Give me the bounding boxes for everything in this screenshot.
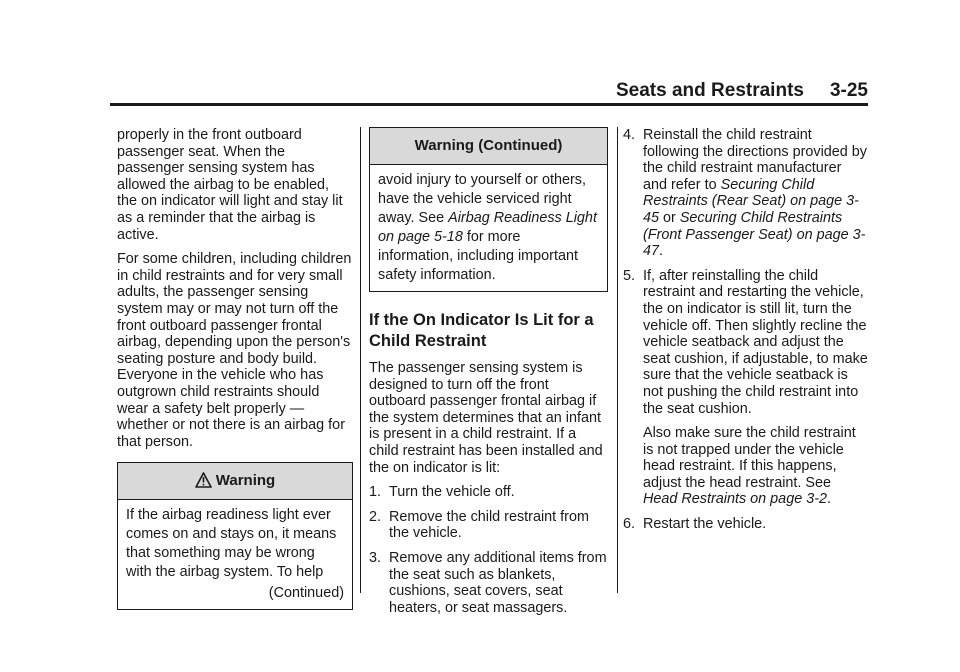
cross-reference[interactable]: Head Restraints on page 3-2 [643, 491, 827, 508]
section-heading: If the On Indicator Is Lit for a Child Restraint [369, 311, 594, 350]
paragraph: properly in the front outboard passenger seat. When the passenger sensing system has allowed the airbag to be enabled, the on indicator will light and stay lit as a reminder that the airbag is active. [117, 127, 343, 243]
paragraph: For some children, including children in child restraints and for very small adults, the passenger sensing system may or may not turn off the front outboard passenger frontal airbag, depending upon the person's seating posture and body build. Everyone in the vehicle who has outgrown child restraints should wear a safety belt properly — whether or not there is an airbag for that person. [117, 251, 352, 450]
sub-paragraph: Also make sure the child restraint is not trapped under the vehicle head restraint. If this happens, adjust the head restraint. See Head Restraints on page 3-2. [643, 425, 856, 508]
page-number: 3-25 [829, 80, 868, 101]
warning-text: If the airbag readiness light ever comes on and stays on, it means that something may be wrong with the airbag system. To help [126, 507, 337, 581]
column-3 [623, 127, 868, 541]
warning-body [118, 500, 352, 609]
list-item: 2. Remove the child restraint from the vehicle. [369, 508, 589, 542]
paragraph: The passenger sensing system is designed to turn off the front outboard passenger frontal airbag if the system determines that an infant is present in a child restraint. If a child restraint has been installed and the on indicator is lit: [369, 360, 603, 476]
warning-title: Warning [215, 472, 276, 490]
cross-reference[interactable]: Airbag Readiness Light on page 5-18 [378, 210, 597, 245]
step-list [369, 484, 608, 616]
column-divider [617, 127, 618, 593]
list-item: 3. Remove any additional items from the seat such as blankets, cushions, seat covers, seat heaters, or seat massagers. [369, 549, 607, 616]
step-list [623, 127, 868, 533]
column-divider [360, 127, 361, 593]
cross-reference[interactable]: Securing Child Restraints (Front Passenger Seat) on page 3-47 [643, 209, 866, 260]
list-item: 6. Restart the vehicle. [623, 516, 767, 533]
cross-reference[interactable]: Securing Child Restraints (Rear Seat) on page 3-45 [643, 176, 859, 226]
warning-header [118, 463, 352, 500]
warning-box-continued [369, 127, 608, 292]
list-item: 4. Reinstall the child restraint following the directions provided by the child restraint manufacturer and refer to Securing Child Restraints (Rear Seat) on page 3-45 or Securing Child Restraints (Front Passenger Seat) on page 3-47. [623, 127, 867, 260]
column-1 [117, 127, 353, 610]
warning-box [117, 462, 353, 610]
warning-text: for more information, including important safety information. [378, 229, 578, 283]
column-2 [369, 127, 608, 624]
warning-header: Warning (Continued) [370, 128, 607, 165]
continued-label: (Continued) [268, 585, 344, 602]
list-item: 5. If, after reinstalling the child restraint and restarting the vehicle, the on indicator is still lit, turn the vehicle off. Then slightly recline the vehicle seatback and adjust the seat cushion, if adjustable, to make sure that the vehicle seatback is not pushing the child restraint into the seat cushion. Also make sure the child restraint is not trapped under the vehicle head restraint. If this happens, adjust the head restraint. See Head Restraints on page 3-2. [623, 267, 868, 508]
list-item: 1. Turn the vehicle off. [369, 484, 515, 501]
section-title: Seats and Restraints [616, 80, 804, 101]
warning-body [370, 165, 607, 291]
header-rule [110, 103, 868, 106]
warning-text: avoid injury to yourself or others, have the vehicle serviced right away. See [378, 172, 586, 226]
page-header [110, 80, 868, 102]
warning-triangle-icon [195, 466, 212, 502]
